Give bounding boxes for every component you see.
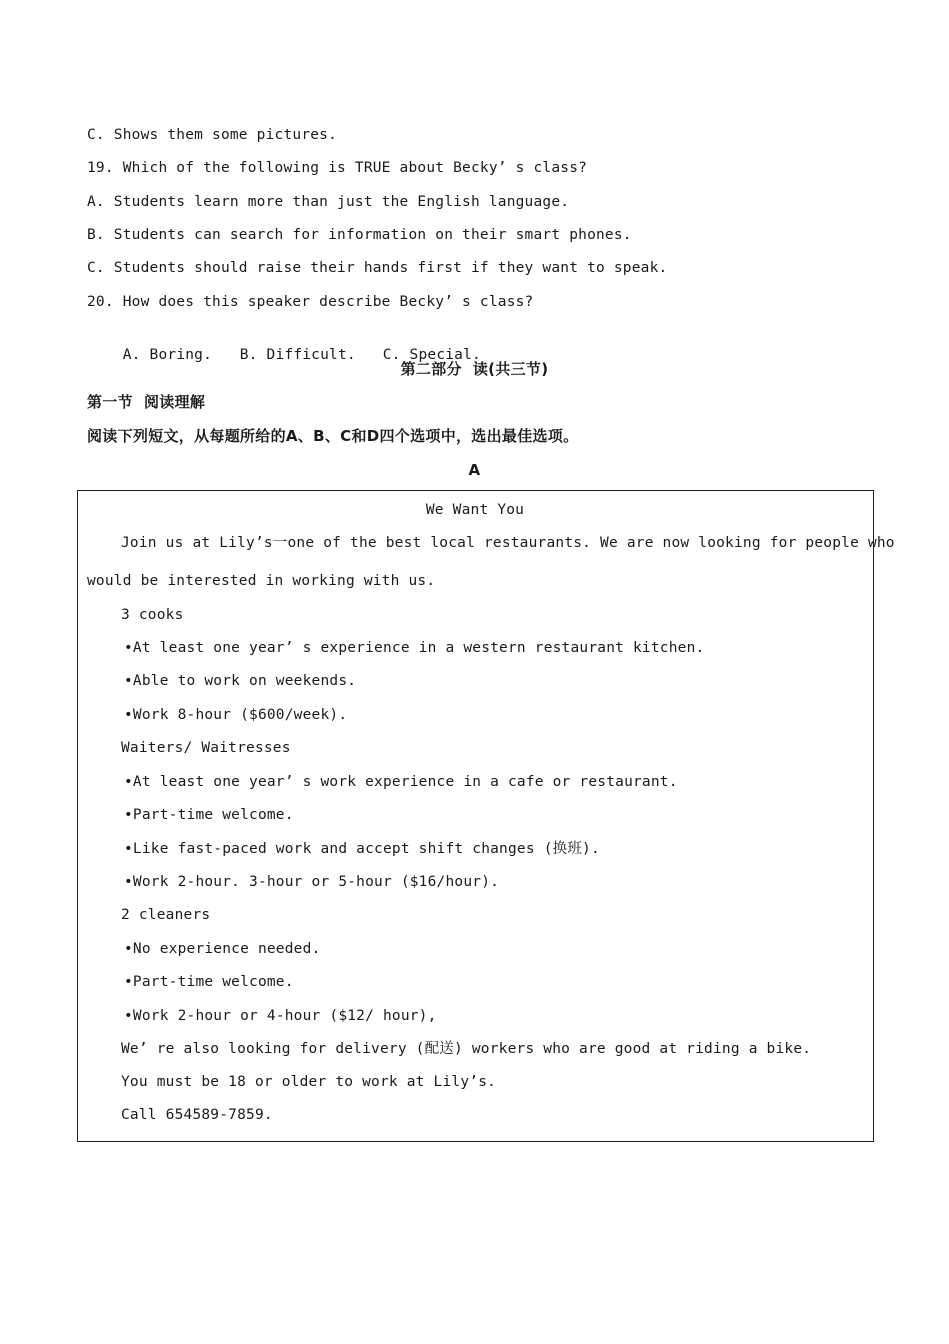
cooks-heading: 3 cooks [121,607,184,623]
q20-option-c: C. Special. [382,347,481,363]
passage-label: A [468,461,481,479]
q19-option-c: C. Students should raise their hands first if they want to speak. [87,260,668,276]
age-requirement-line: You must be 18 or older to work at Lily’s. [121,1074,497,1090]
cooks-item: •Able to work on weekends. [124,673,357,689]
call-line: Call 654589-7859. [121,1107,273,1123]
cooks-item: •Work 8-hour ($600/week). [124,707,348,723]
cooks-item: •At least one year’ s experience in a western restaurant kitchen. [124,640,705,656]
advertisement-box [77,490,895,1142]
ad-title: We Want You [425,502,525,518]
cleaners-item: •No experience needed. [124,941,321,957]
q19-option-b: B. Students can search for information on their smart phones. [87,227,632,243]
delivery-line: We’ re also looking for delivery (配送) workers who are good at riding a bike. [121,1041,812,1057]
ad-intro-line1: Join us at Lily’s一one of the best local restaurants. We are now looking for people who [121,535,895,551]
waiters-heading: Waiters/ Waitresses [121,740,291,756]
q20-option-a: A. Boring. [122,347,213,363]
cleaners-item: •Part-time welcome. [124,974,294,990]
waiters-item: •Work 2-hour. 3-hour or 5-hour ($16/hour). [124,874,500,890]
cleaners-item: •Work 2-hour or 4-hour ($12/ hour), [124,1008,437,1024]
q19-option-a: A. Students learn more than just the English language. [87,194,570,210]
ad-intro-line2: would be interested in working with us. [87,573,436,589]
q18-option-c: C. Shows them some pictures. [87,127,338,143]
waiters-item: •Part-time welcome. [124,807,294,823]
q20-stem: 20. How does this speaker describe Becky’ s class? [87,294,534,310]
part-title: 第二部分 读(共三节) [400,360,549,378]
waiters-item: •At least one year’ s work experience in a cafe or restaurant. [124,774,678,790]
cleaners-heading: 2 cleaners [121,907,211,923]
q19-stem: 19. Which of the following is TRUE about Becky’ s class? [87,160,588,176]
waiters-item: •Like fast-paced work and accept shift changes (换班). [124,841,600,857]
q20-option-b: B. Difficult. [239,347,356,363]
subsection-title: 第一节 阅读理解 [87,393,206,411]
instruction: 阅读下列短文，从每题所给的A、B、C和D四个选项中，选出最佳选项。 [87,427,579,445]
